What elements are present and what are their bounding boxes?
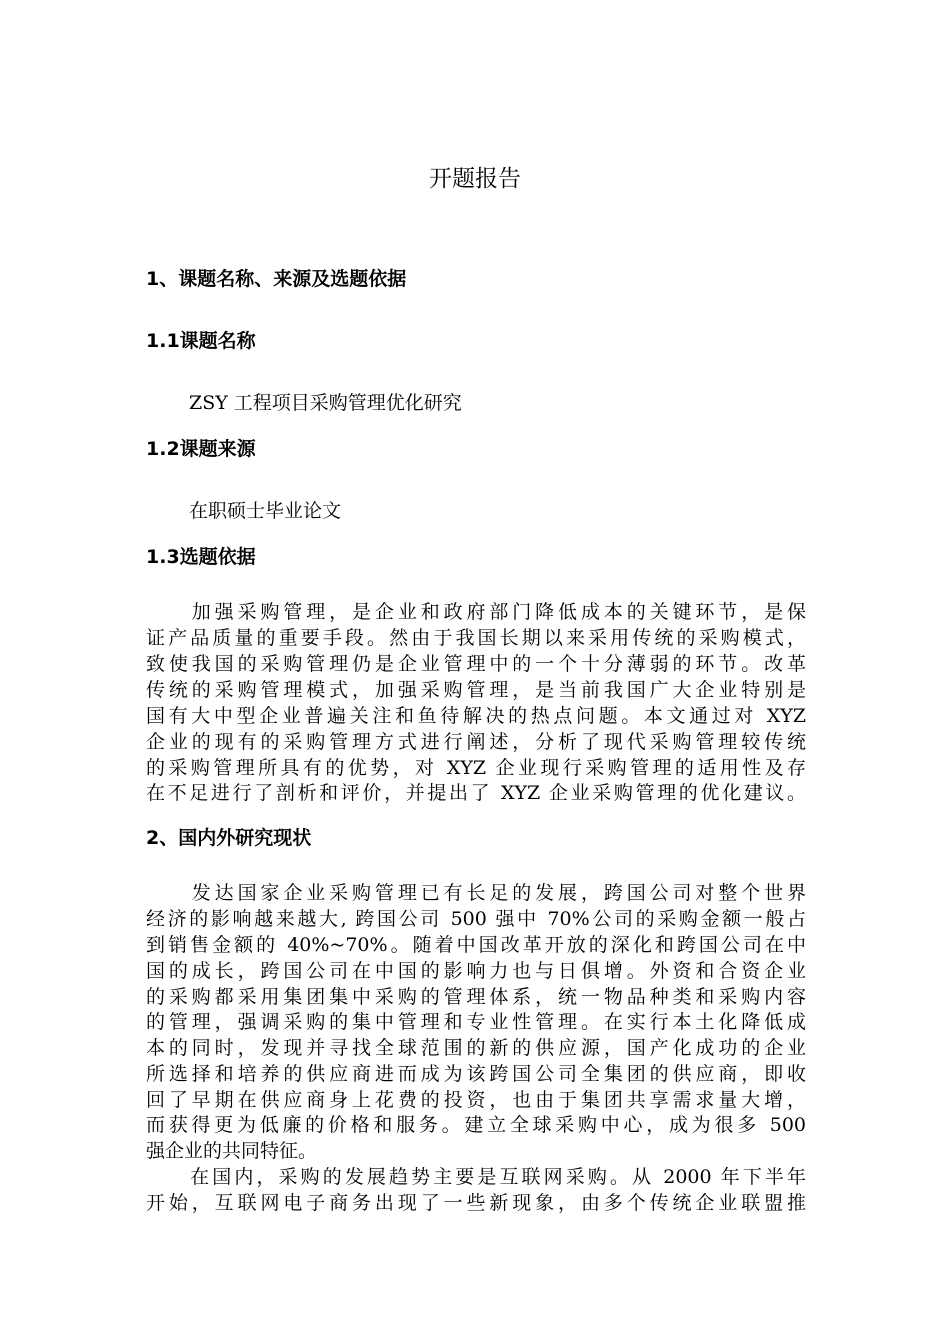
paragraph-line: 国有大中型企业普遍关注和鱼待解决的热点问题。本文通过对 XYZ — [146, 705, 806, 727]
paragraph-line: 企业的现有的采购管理方式进行阐述，分析了现代采购管理较传统 — [146, 731, 806, 753]
paragraph-line: 的采购管理所具有的优势，对 XYZ 企业现行采购管理的适用性及存 — [146, 757, 806, 779]
paragraph-line: 加强采购管理，是企业和政府部门降低成本的关键环节，是保 — [146, 601, 806, 623]
section-1-heading: 1、课题名称、来源及选题依据 — [146, 268, 407, 290]
paragraph-line: 到销售金额的 40%~70%。随着中国改革开放的深化和跨国公司在中 — [146, 934, 806, 956]
subsection-1-2-heading: 1.2课题来源 — [146, 438, 256, 460]
paragraph-line: 在不足进行了剖析和评价，并提出了 XYZ 企业采购管理的优化建议。 — [146, 782, 806, 804]
subsection-1-3-heading: 1.3选题依据 — [146, 546, 256, 568]
paragraph-line: 在国内，采购的发展趋势主要是互联网采购。从 2000 年下半年 — [146, 1166, 806, 1188]
paragraph-line: 的管理，强调采购的集中管理和专业性管理。在实行本土化降低成 — [146, 1011, 806, 1033]
paragraph-line: 强企业的共同特征。 — [146, 1140, 318, 1162]
paragraph-line: 本的同时，发现并寻找全球范围的新的供应源，国产化成功的企业 — [146, 1037, 806, 1059]
subsection-1-1-heading: 1.1课题名称 — [146, 330, 256, 352]
paragraph-line: 经济的影响越来越大, 跨国公司 500 强中 70%公司的采购金额一般占 — [146, 908, 806, 930]
paragraph-line: 发达国家企业采购管理已有长足的发展，跨国公司对整个世界 — [146, 882, 806, 904]
project-source-text: 在职硕士毕业论文 — [189, 500, 342, 522]
paragraph-line: 开始，互联网电子商务出现了一些新现象，由多个传统企业联盟推 — [146, 1192, 806, 1214]
document-title: 开题报告 — [429, 166, 521, 192]
section-2-heading: 2、国内外研究现状 — [146, 827, 312, 849]
paragraph-line: 回了早期在供应商身上花费的投资，也由于集团共享需求量大增， — [146, 1089, 806, 1111]
paragraph-line: 而获得更为低廉的价格和服务。建立全球采购中心，成为很多 500 — [146, 1114, 806, 1136]
paragraph-line: 的采购都采用集团集中采购的管理体系，统一物品种类和采购内容 — [146, 986, 806, 1008]
project-name-text: ZSY 工程项目采购管理优化研究 — [189, 392, 462, 414]
paragraph-line: 国的成长，跨国公司在中国的影响力也与日俱增。外资和合资企业 — [146, 960, 806, 982]
paragraph-line: 传统的采购管理模式，加强采购管理，是当前我国广大企业特别是 — [146, 679, 806, 701]
paragraph-line: 致使我国的采购管理仍是企业管理中的一个十分薄弱的环节。改革 — [146, 653, 806, 675]
paragraph-line: 所选择和培养的供应商进而成为该跨国公司全集团的供应商，即收 — [146, 1063, 806, 1085]
paragraph-line: 证产品质量的重要手段。然由于我国长期以来采用传统的采购模式， — [146, 627, 806, 649]
